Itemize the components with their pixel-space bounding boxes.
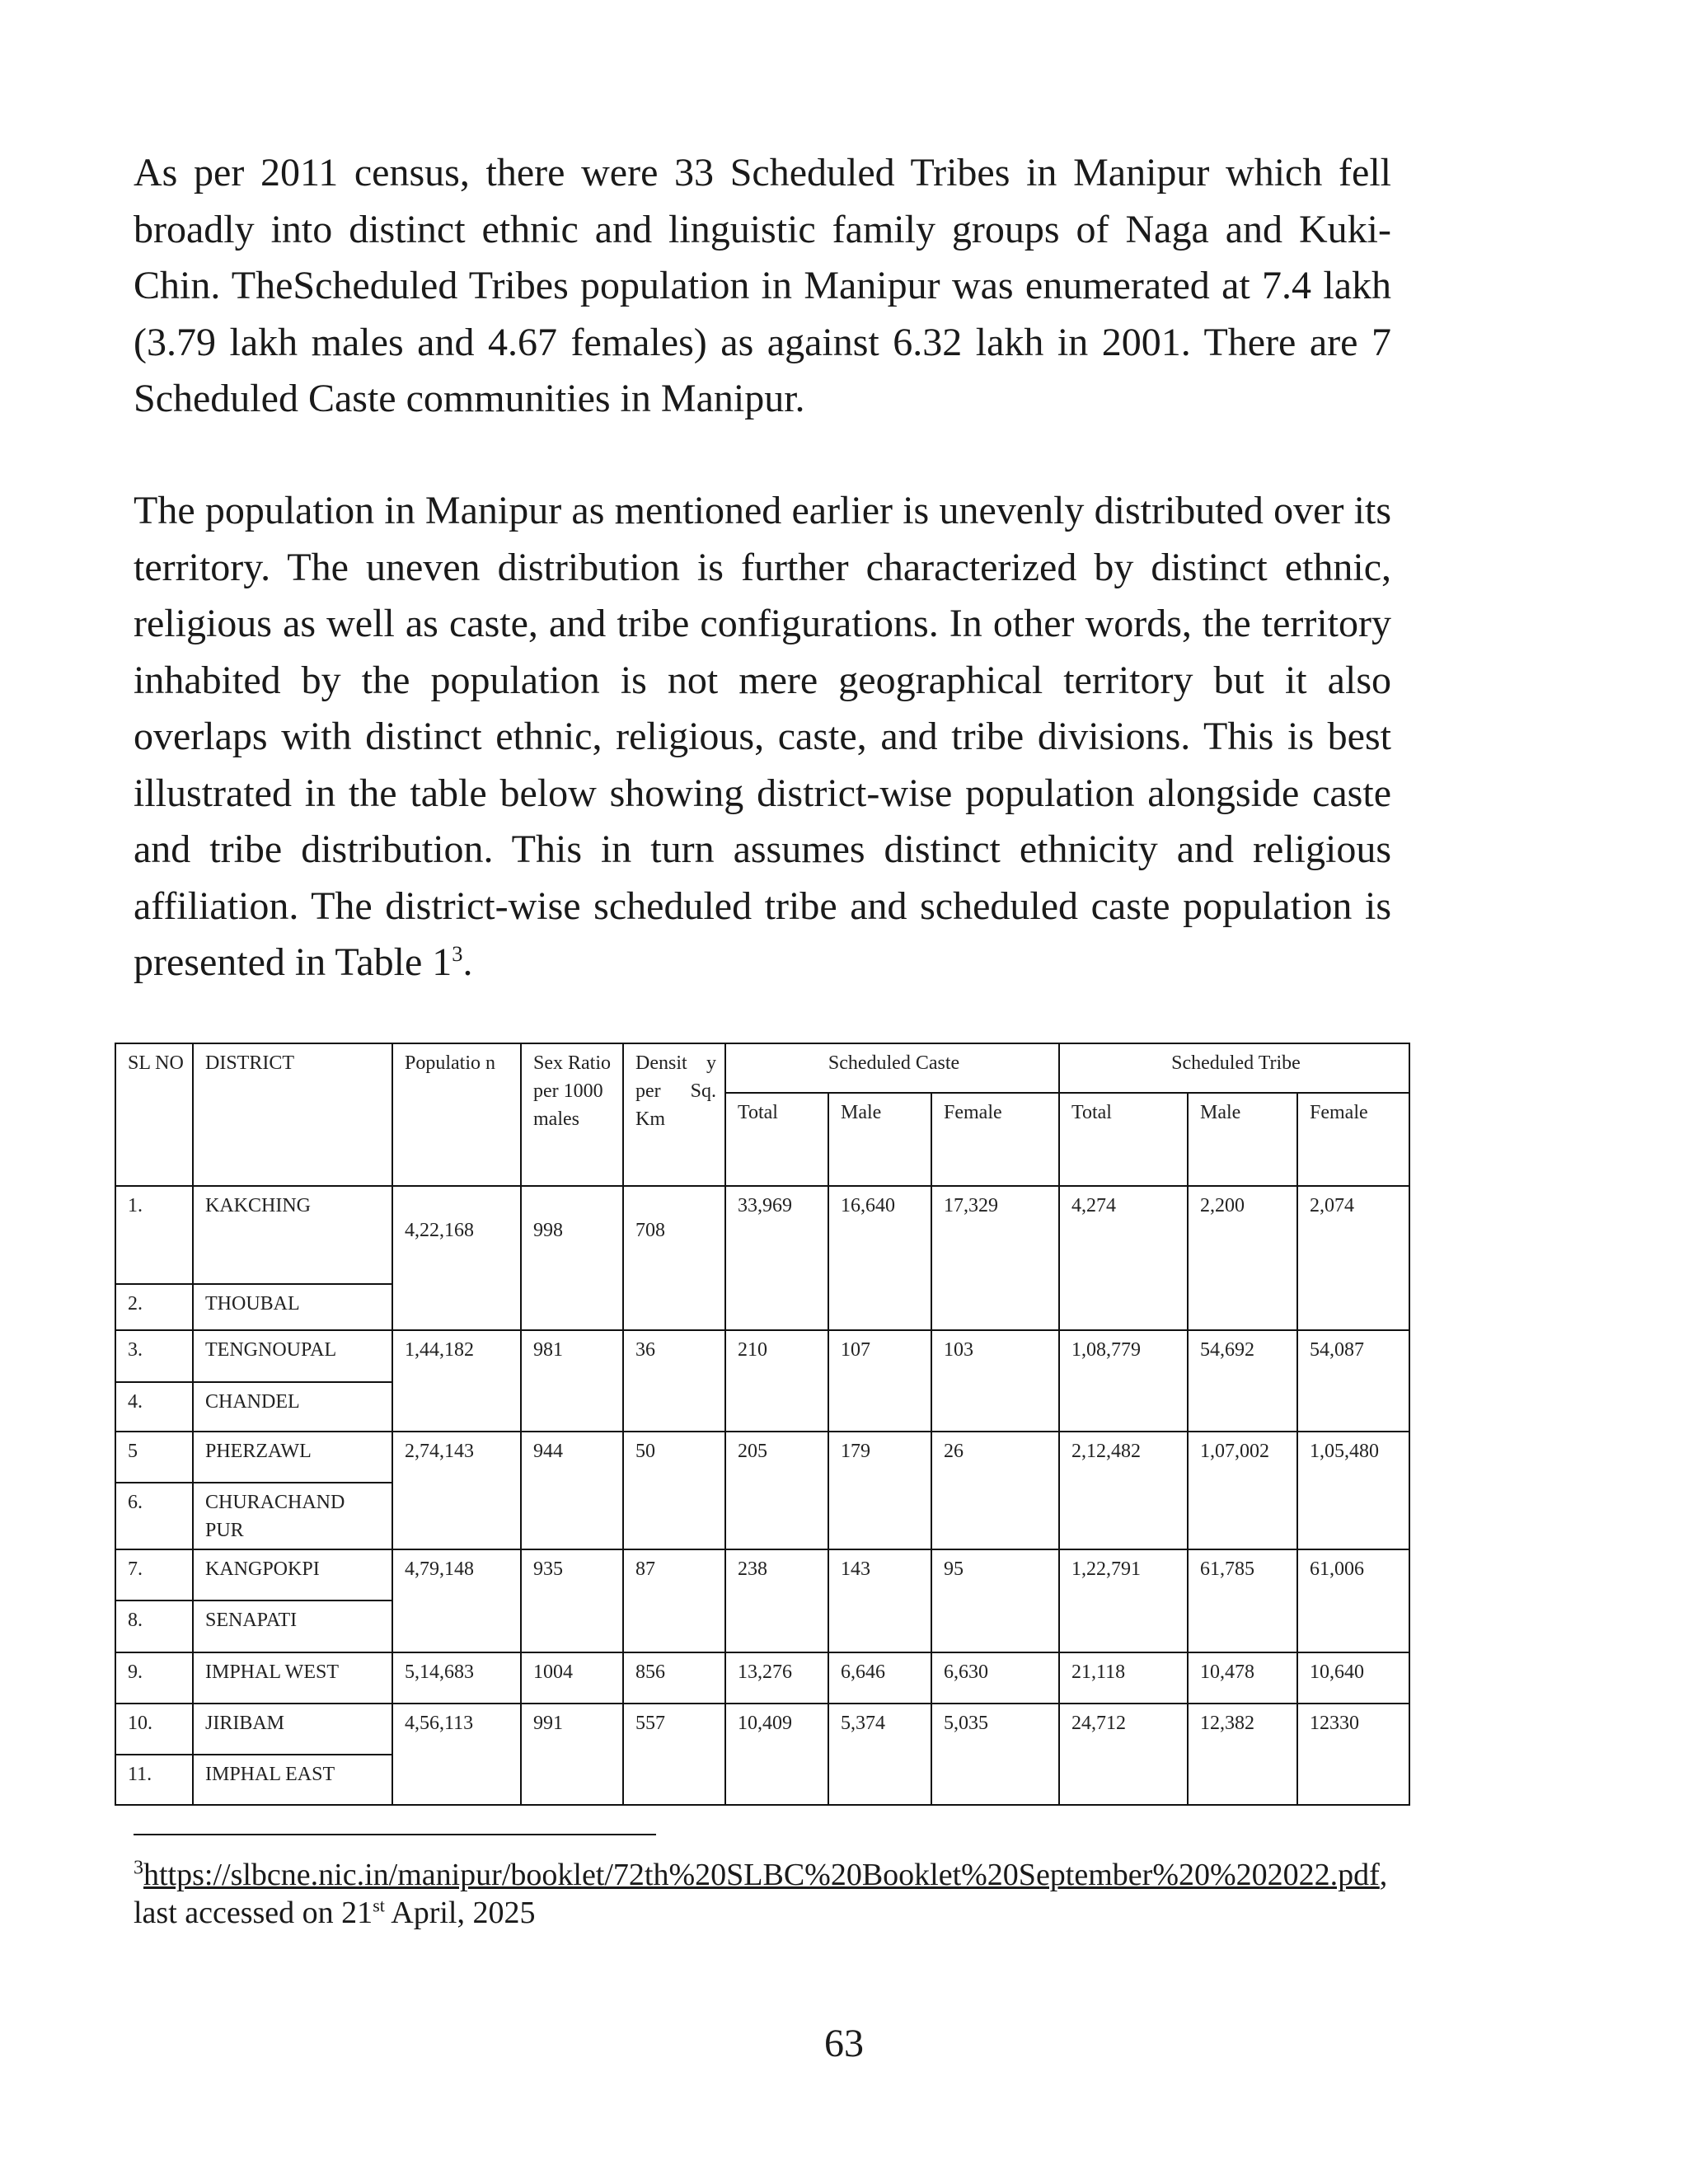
density-cell: 87 bbox=[623, 1549, 725, 1652]
st-total-cell: 4,274 bbox=[1059, 1186, 1188, 1330]
header-st-total: Total bbox=[1059, 1093, 1188, 1186]
sl-cell: 5 bbox=[115, 1432, 193, 1483]
density-cell: 856 bbox=[623, 1652, 725, 1704]
footnote-ordinal: st bbox=[373, 1895, 385, 1916]
sc-female-cell: 103 bbox=[931, 1330, 1059, 1432]
sc-total-cell: 13,276 bbox=[725, 1652, 828, 1704]
sl-cell: 9. bbox=[115, 1652, 193, 1704]
sex-ratio-cell: 1004 bbox=[521, 1652, 623, 1704]
district-cell: CHANDEL bbox=[193, 1382, 392, 1432]
paragraph-distribution-text: The population in Manipur as mentioned earlier is unevenly distributed over its territory. The uneven distribution is further characterized by distinct ethnic, religious as well as caste, and tribe configurations. In other words, the territory inhabited by the population is not mere geographical territory but it also overlaps with distinct ethnic, religious, caste, and tribe divisions. This is best illustrated in the table below showing district-wise population alongside caste and tribe distribution. This in turn assumes distinct ethnicity and religious affiliation. The district-wise scheduled tribe and scheduled caste population is presented in Table 1 bbox=[134, 489, 1391, 984]
sc-male-cell: 107 bbox=[828, 1330, 931, 1432]
st-male-cell: 12,382 bbox=[1188, 1704, 1297, 1805]
header-sex-ratio: Sex Ratio per 1000 males bbox=[521, 1043, 623, 1186]
footnote-marker: 3 bbox=[134, 1857, 143, 1879]
district-cell: SENAPATI bbox=[193, 1601, 392, 1652]
population-cell: 4,22,168 bbox=[392, 1186, 521, 1330]
sl-cell: 7. bbox=[115, 1549, 193, 1601]
table-row bbox=[115, 1704, 1409, 1755]
paragraph-distribution bbox=[134, 483, 1391, 991]
district-cell: IMPHAL EAST bbox=[193, 1755, 392, 1805]
sl-cell: 10. bbox=[115, 1704, 193, 1755]
district-cell: KAKCHING bbox=[193, 1186, 392, 1284]
sex-ratio-cell: 935 bbox=[521, 1549, 623, 1652]
footnote-date: April, 2025 bbox=[384, 1896, 536, 1930]
st-female-cell: 61,006 bbox=[1297, 1549, 1409, 1652]
st-total-cell: 1,08,779 bbox=[1059, 1330, 1188, 1432]
population-cell: 4,79,148 bbox=[392, 1549, 521, 1652]
paragraph-census: As per 2011 census, there were 33 Scheduled Tribes in Manipur which fell broadly into distinct ethnic and linguistic family groups of Naga and Kuki-Chin. TheScheduled Tribes population in Manipur was enumerated at 7.4 lakh (3.79 lakh males and 4.67 females) as against 6.32 lakh in 2001. There are 7 Scheduled Caste communities in Manipur. bbox=[134, 151, 1391, 420]
header-st-female: Female bbox=[1297, 1093, 1409, 1186]
st-female-cell: 10,640 bbox=[1297, 1652, 1409, 1704]
population-cell: 2,74,143 bbox=[392, 1432, 521, 1549]
density-cell: 557 bbox=[623, 1704, 725, 1805]
district-cell: IMPHAL WEST bbox=[193, 1652, 392, 1704]
paragraph-distribution-end: . bbox=[462, 940, 473, 984]
header-sc-male: Male bbox=[828, 1093, 931, 1186]
header-row-1 bbox=[115, 1043, 1409, 1093]
sc-total-cell: 205 bbox=[725, 1432, 828, 1549]
st-female-cell: 2,074 bbox=[1297, 1186, 1409, 1330]
st-male-cell: 2,200 bbox=[1188, 1186, 1297, 1330]
sc-female-cell: 5,035 bbox=[931, 1704, 1059, 1805]
table-row bbox=[115, 1432, 1409, 1483]
sc-total-cell: 210 bbox=[725, 1330, 828, 1432]
sc-male-cell: 143 bbox=[828, 1549, 931, 1652]
sc-male-cell: 6,646 bbox=[828, 1652, 931, 1704]
st-male-cell: 54,692 bbox=[1188, 1330, 1297, 1432]
header-sc-total: Total bbox=[725, 1093, 828, 1186]
sex-ratio-cell: 998 bbox=[521, 1186, 623, 1330]
sc-total-cell: 238 bbox=[725, 1549, 828, 1652]
table-row bbox=[115, 1549, 1409, 1601]
header-scheduled-caste: Scheduled Caste bbox=[725, 1043, 1059, 1093]
st-total-cell: 21,118 bbox=[1059, 1652, 1188, 1704]
district-cell: JIRIBAM bbox=[193, 1704, 392, 1755]
sc-female-cell: 26 bbox=[931, 1432, 1059, 1549]
sex-ratio-cell: 981 bbox=[521, 1330, 623, 1432]
header-population: Populatio n bbox=[392, 1043, 521, 1186]
sl-cell: 6. bbox=[115, 1483, 193, 1549]
population-cell: 5,14,683 bbox=[392, 1652, 521, 1704]
st-total-cell: 2,12,482 bbox=[1059, 1432, 1188, 1549]
population-cell: 1,44,182 bbox=[392, 1330, 521, 1432]
page-number: 63 bbox=[824, 2022, 864, 2065]
st-total-cell: 24,712 bbox=[1059, 1704, 1188, 1805]
sl-cell: 3. bbox=[115, 1330, 193, 1381]
density-cell: 708 bbox=[623, 1186, 725, 1330]
footnote bbox=[134, 1856, 1419, 1932]
district-cell: CHURACHAND PUR bbox=[193, 1483, 392, 1549]
header-scheduled-tribe: Scheduled Tribe bbox=[1059, 1043, 1409, 1093]
header-district: DISTRICT bbox=[193, 1043, 392, 1186]
sc-total-cell: 10,409 bbox=[725, 1704, 828, 1805]
population-cell: 4,56,113 bbox=[392, 1704, 521, 1805]
table-row bbox=[115, 1186, 1409, 1284]
st-total-cell: 1,22,791 bbox=[1059, 1549, 1188, 1652]
district-population-table bbox=[115, 1043, 1410, 1806]
footnote-text: , last accessed on 21 bbox=[134, 1858, 1388, 1930]
district-cell: PHERZAWL bbox=[193, 1432, 392, 1483]
header-sc-female: Female bbox=[931, 1093, 1059, 1186]
sc-female-cell: 6,630 bbox=[931, 1652, 1059, 1704]
footnote-divider bbox=[134, 1834, 656, 1835]
sc-female-cell: 17,329 bbox=[931, 1186, 1059, 1330]
st-male-cell: 61,785 bbox=[1188, 1549, 1297, 1652]
st-female-cell: 54,087 bbox=[1297, 1330, 1409, 1432]
district-cell: KANGPOKPI bbox=[193, 1549, 392, 1601]
header-sl: SL NO bbox=[115, 1043, 193, 1186]
density-cell: 36 bbox=[623, 1330, 725, 1432]
sc-female-cell: 95 bbox=[931, 1549, 1059, 1652]
sl-cell: 8. bbox=[115, 1601, 193, 1652]
footnote-link[interactable]: https://slbcne.nic.in/manipur/booklet/72th%20SLBC%20Booklet%20September%20%202022.pdf bbox=[143, 1858, 1380, 1892]
sl-cell: 1. bbox=[115, 1186, 193, 1284]
sl-cell: 4. bbox=[115, 1382, 193, 1432]
district-cell: THOUBAL bbox=[193, 1284, 392, 1330]
district-cell: TENGNOUPAL bbox=[193, 1330, 392, 1381]
sc-male-cell: 179 bbox=[828, 1432, 931, 1549]
sc-male-cell: 5,374 bbox=[828, 1704, 931, 1805]
st-female-cell: 1,05,480 bbox=[1297, 1432, 1409, 1549]
table-row bbox=[115, 1330, 1409, 1381]
sl-cell: 11. bbox=[115, 1755, 193, 1805]
sc-total-cell: 33,969 bbox=[725, 1186, 828, 1330]
sl-cell: 2. bbox=[115, 1284, 193, 1330]
header-density: Densit y per Sq. Km bbox=[623, 1043, 725, 1186]
st-female-cell: 12330 bbox=[1297, 1704, 1409, 1805]
table-row bbox=[115, 1652, 1409, 1704]
density-cell: 50 bbox=[623, 1432, 725, 1549]
sex-ratio-cell: 944 bbox=[521, 1432, 623, 1549]
sex-ratio-cell: 991 bbox=[521, 1704, 623, 1805]
footnote-reference[interactable]: 3 bbox=[452, 941, 463, 966]
header-st-male: Male bbox=[1188, 1093, 1297, 1186]
st-male-cell: 1,07,002 bbox=[1188, 1432, 1297, 1549]
st-male-cell: 10,478 bbox=[1188, 1652, 1297, 1704]
sc-male-cell: 16,640 bbox=[828, 1186, 931, 1330]
